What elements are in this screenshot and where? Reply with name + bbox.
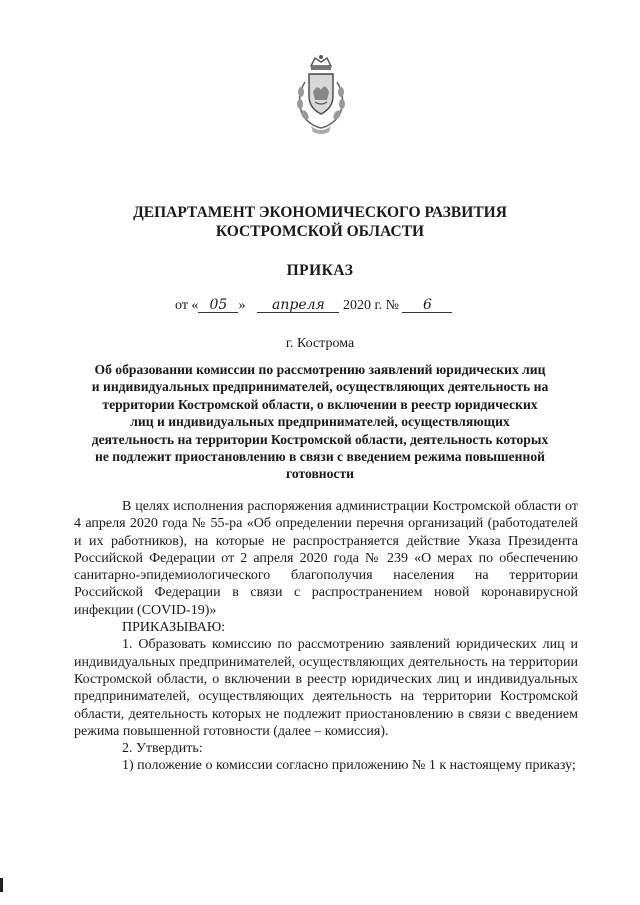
order-subject: Об образовании комиссии по рассмотрению заявлений юридических лиц и индивидуальных предпринимателей, осуществляющих деятельность на территории Костромской области, о включении в реестр юридических лиц и индивидуальных предпринимателей, осуществляющих деятельность на территории Костромской области, деятельность которых не подлежит приостановлению в связи с введением режима повышенной готовности bbox=[91, 362, 549, 482]
date-prefix: от « bbox=[175, 298, 199, 313]
prikazyvayu-heading: ПРИКАЗЫВАЮ: bbox=[122, 620, 226, 636]
preamble-paragraph: В целях исполнения распоряжения администрации Костромской области от 4 апреля 2020 года № 55-ра «Об определении перечня организаций (работодателей и их работников), на которые не распространяется действие Указа Президента Российской Федерации от 2 апреля 2020 года № 239 «О мерах по обеспечению санитарно-эпидемиологического благополучия населения на территории Российской Федерации в связи с распространением новой коронавирусной инфекции (COVID-19)» bbox=[74, 499, 578, 618]
order-title: ПРИКАЗ bbox=[286, 262, 354, 279]
department-line-2: КОСТРОМСКОЙ ОБЛАСТИ bbox=[215, 223, 425, 240]
clause-2: 2. Утвердить: bbox=[122, 741, 203, 757]
date-mid: » bbox=[238, 298, 246, 313]
department-line-1: ДЕПАРТАМЕНТ ЭКОНОМИЧЕСКОГО РАЗВИТИЯ bbox=[133, 204, 507, 221]
clause-1: 1. Образовать комиссию по рассмотрению заявлений юридических лиц и индивидуальных предпринимателей, осуществляющих деятельность на территории Костромской области, о включении в реестр юридических лиц и индивидуальных предпринимателей, осуществляющих деятельность на территории Костромской области, деятельность которых не подлежит приостановлению в связи с введением режима повышенной готовности (далее – комиссия). bbox=[74, 637, 578, 739]
order-month: апреля bbox=[257, 298, 339, 313]
order-day: 05 bbox=[198, 298, 238, 313]
clause-2-1: 1) положение о комиссии согласно приложению № 1 к настоящему приказу; bbox=[122, 758, 576, 774]
order-number: 6 bbox=[402, 298, 452, 313]
order-city: г. Кострома bbox=[285, 336, 355, 351]
order-year: 2020 г. № bbox=[342, 298, 399, 313]
scan-edge-mark bbox=[0, 878, 3, 892]
order-date-line bbox=[175, 298, 452, 314]
coat-of-arms-icon bbox=[287, 52, 355, 136]
order-body bbox=[74, 498, 578, 775]
department-name bbox=[60, 203, 580, 241]
